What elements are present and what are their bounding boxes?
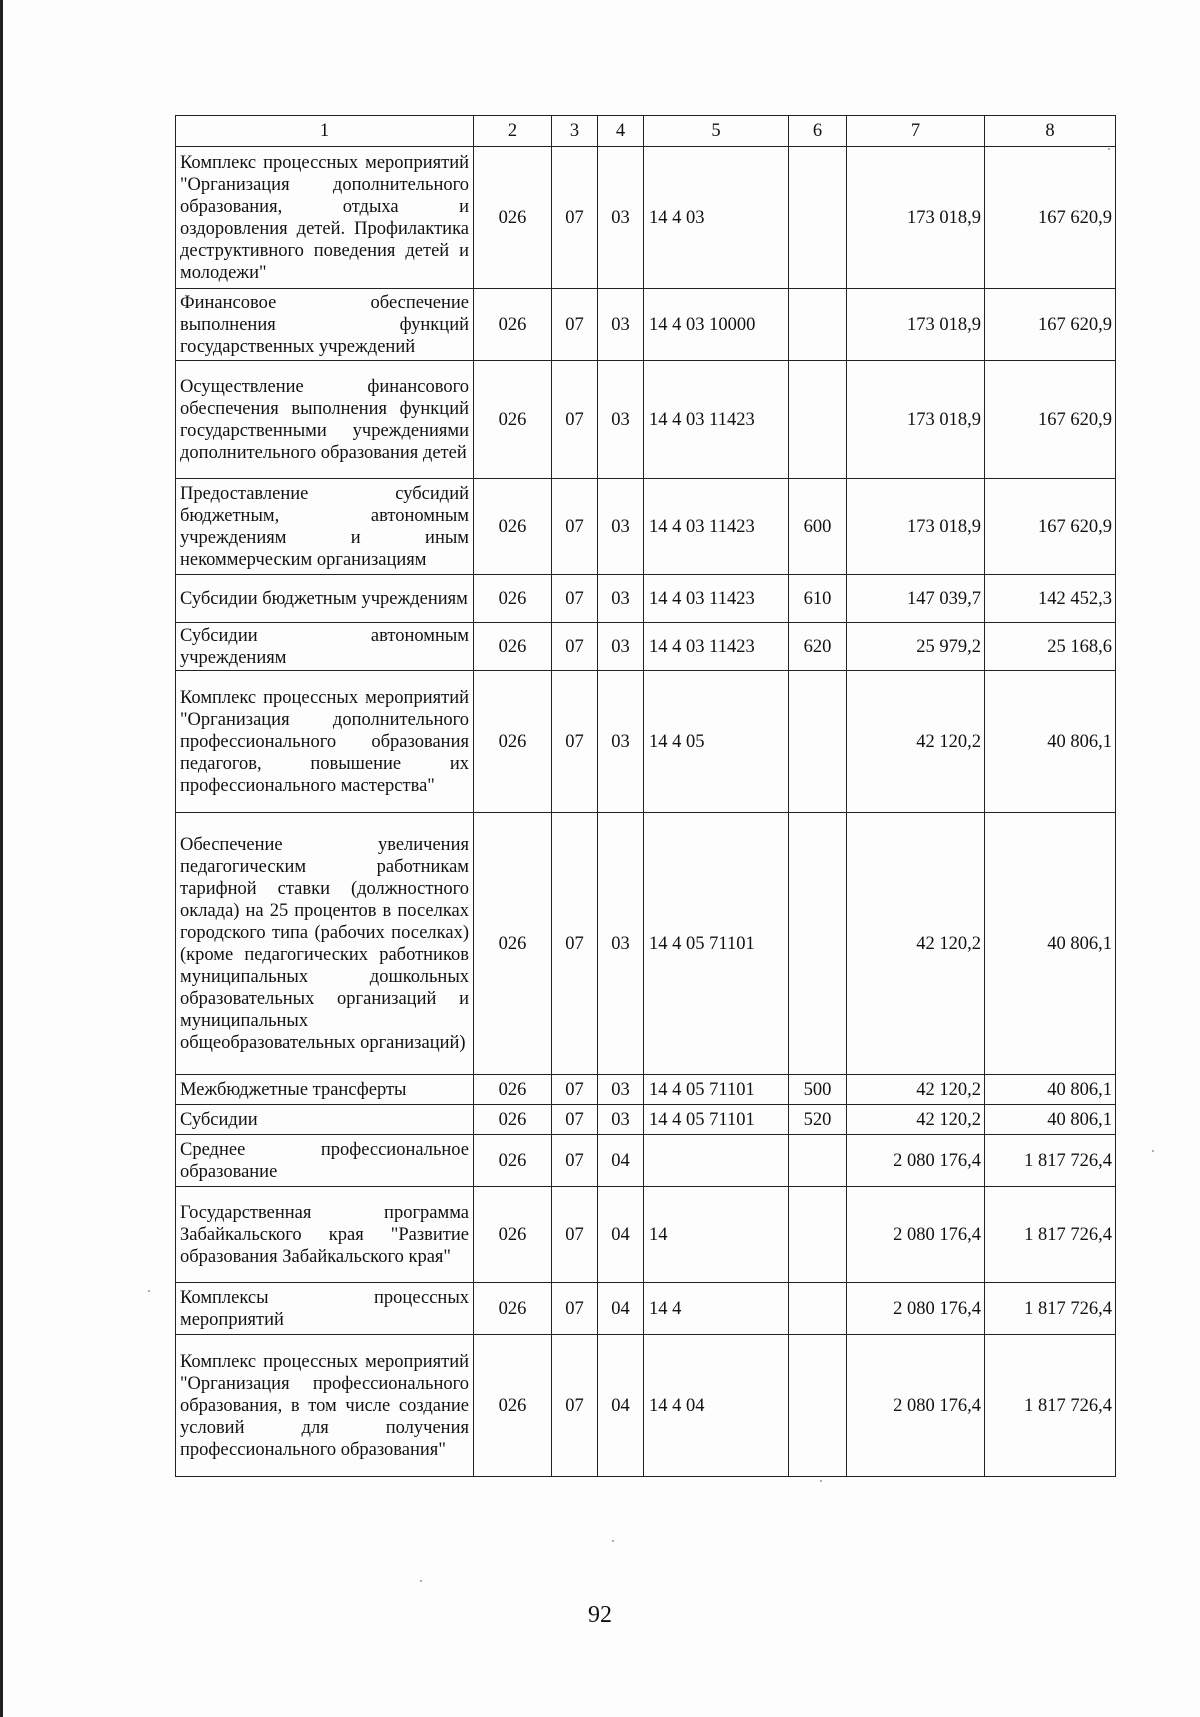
- section-cell: 07: [552, 623, 598, 671]
- expense-type-cell: 500: [789, 1075, 847, 1105]
- table-row: [176, 147, 1116, 289]
- row-name-cell: Межбюджетные трансферты: [176, 1075, 474, 1105]
- table-row: [176, 479, 1116, 575]
- target-article-cell: 14 4 03 11423: [644, 479, 789, 575]
- row-name-cell: Обеспечение увеличения педагогическим работникам тарифной ставки (должностного оклада) на 25 процентов в поселках городского типа (рабочих поселках) (кроме педагогических работников муниципальных дошкольных образовательных организаций и муниципальных общеобразовательных организаций): [176, 813, 474, 1075]
- amount-year2-cell: 1 817 726,4: [985, 1335, 1116, 1477]
- amount-year2-cell: 167 620,9: [985, 147, 1116, 289]
- ministry-code-cell: 026: [474, 1135, 552, 1187]
- expense-type-cell: [789, 1335, 847, 1477]
- expense-type-cell: [789, 361, 847, 479]
- amount-year1-cell: 2 080 176,4: [847, 1135, 985, 1187]
- table-row: [176, 289, 1116, 361]
- target-article-cell: 14 4 03 11423: [644, 575, 789, 623]
- table-header-row: [176, 116, 1116, 147]
- row-name-cell: Комплексы процессных мероприятий: [176, 1283, 474, 1335]
- section-cell: 07: [552, 289, 598, 361]
- header-cell-6: 6: [789, 116, 847, 147]
- target-article-cell: [644, 1135, 789, 1187]
- expense-type-cell: 520: [789, 1105, 847, 1135]
- table-row: [176, 1135, 1116, 1187]
- subsection-cell: 03: [598, 289, 644, 361]
- section-cell: 07: [552, 1335, 598, 1477]
- amount-year2-cell: 40 806,1: [985, 1075, 1116, 1105]
- target-article-cell: 14 4 05 71101: [644, 1105, 789, 1135]
- row-name-cell: Субсидии: [176, 1105, 474, 1135]
- ministry-code-cell: 026: [474, 671, 552, 813]
- target-article-cell: 14 4 03: [644, 147, 789, 289]
- subsection-cell: 04: [598, 1283, 644, 1335]
- page-number: 92: [588, 1602, 612, 1628]
- expense-type-cell: [789, 671, 847, 813]
- target-article-cell: 14 4 05 71101: [644, 813, 789, 1075]
- ministry-code-cell: 026: [474, 813, 552, 1075]
- amount-year2-cell: 40 806,1: [985, 1105, 1116, 1135]
- section-cell: 07: [552, 1283, 598, 1335]
- table-row: [176, 1075, 1116, 1105]
- subsection-cell: 04: [598, 1335, 644, 1477]
- subsection-cell: 03: [598, 1075, 644, 1105]
- row-name-cell: Комплекс процессных мероприятий "Организация дополнительного образования, отдыха и оздоровления детей. Профилактика деструктивного поведения детей и молодежи": [176, 147, 474, 289]
- row-name-cell: Субсидии автономным учреждениям: [176, 623, 474, 671]
- section-cell: 07: [552, 361, 598, 479]
- target-article-cell: 14 4 05: [644, 671, 789, 813]
- subsection-cell: 03: [598, 479, 644, 575]
- expense-type-cell: [789, 1187, 847, 1283]
- amount-year2-cell: 167 620,9: [985, 479, 1116, 575]
- scan-speck: [1152, 1150, 1154, 1152]
- header-cell-1: 1: [176, 116, 474, 147]
- row-name-cell: Среднее профессиональное образование: [176, 1135, 474, 1187]
- ministry-code-cell: 026: [474, 575, 552, 623]
- scan-speck: [612, 1540, 614, 1542]
- table-row: [176, 1105, 1116, 1135]
- subsection-cell: 03: [598, 813, 644, 1075]
- amount-year1-cell: 173 018,9: [847, 147, 985, 289]
- amount-year2-cell: 1 817 726,4: [985, 1135, 1116, 1187]
- amount-year1-cell: 173 018,9: [847, 479, 985, 575]
- table-row: [176, 1187, 1116, 1283]
- expense-type-cell: 610: [789, 575, 847, 623]
- scan-speck: [148, 1290, 150, 1292]
- table-row: [176, 813, 1116, 1075]
- amount-year2-cell: 40 806,1: [985, 813, 1116, 1075]
- amount-year1-cell: 2 080 176,4: [847, 1335, 985, 1477]
- table-row: [176, 623, 1116, 671]
- target-article-cell: 14 4 03 11423: [644, 361, 789, 479]
- section-cell: 07: [552, 1187, 598, 1283]
- header-cell-4: 4: [598, 116, 644, 147]
- row-name-cell: Комплекс процессных мероприятий "Организация профессионального образования, в том числе создание условий для получения профессионального образования": [176, 1335, 474, 1477]
- subsection-cell: 04: [598, 1135, 644, 1187]
- header-cell-7: 7: [847, 116, 985, 147]
- expense-type-cell: [789, 147, 847, 289]
- amount-year2-cell: 167 620,9: [985, 361, 1116, 479]
- subsection-cell: 03: [598, 671, 644, 813]
- subsection-cell: 03: [598, 1105, 644, 1135]
- amount-year2-cell: 25 168,6: [985, 623, 1116, 671]
- amount-year1-cell: 147 039,7: [847, 575, 985, 623]
- header-cell-3: 3: [552, 116, 598, 147]
- table-row: [176, 575, 1116, 623]
- subsection-cell: 03: [598, 623, 644, 671]
- amount-year2-cell: 40 806,1: [985, 671, 1116, 813]
- row-name-cell: Финансовое обеспечение выполнения функций государственных учреждений: [176, 289, 474, 361]
- amount-year1-cell: 42 120,2: [847, 1105, 985, 1135]
- subsection-cell: 04: [598, 1187, 644, 1283]
- section-cell: 07: [552, 479, 598, 575]
- table-row: [176, 361, 1116, 479]
- ministry-code-cell: 026: [474, 623, 552, 671]
- amount-year1-cell: 2 080 176,4: [847, 1187, 985, 1283]
- expense-type-cell: [789, 1135, 847, 1187]
- section-cell: 07: [552, 671, 598, 813]
- scan-speck: [1108, 148, 1110, 150]
- amount-year2-cell: 167 620,9: [985, 289, 1116, 361]
- ministry-code-cell: 026: [474, 1283, 552, 1335]
- table-body: [176, 116, 1116, 1477]
- row-name-cell: Комплекс процессных мероприятий "Организация дополнительного профессионального образования педагогов, повышение их профессионального мастерства": [176, 671, 474, 813]
- ministry-code-cell: 026: [474, 289, 552, 361]
- expense-type-cell: 620: [789, 623, 847, 671]
- row-name-cell: Субсидии бюджетным учреждениям: [176, 575, 474, 623]
- header-cell-5: 5: [644, 116, 789, 147]
- section-cell: 07: [552, 1075, 598, 1105]
- ministry-code-cell: 026: [474, 1187, 552, 1283]
- section-cell: 07: [552, 813, 598, 1075]
- section-cell: 07: [552, 575, 598, 623]
- section-cell: 07: [552, 1105, 598, 1135]
- expense-type-cell: 600: [789, 479, 847, 575]
- amount-year2-cell: 1 817 726,4: [985, 1187, 1116, 1283]
- budget-table: [175, 115, 1116, 1477]
- amount-year1-cell: 173 018,9: [847, 289, 985, 361]
- target-article-cell: 14 4 03 11423: [644, 623, 789, 671]
- scan-edge: [0, 0, 3, 1717]
- scan-speck: [420, 1580, 422, 1582]
- target-article-cell: 14: [644, 1187, 789, 1283]
- amount-year2-cell: 142 452,3: [985, 575, 1116, 623]
- subsection-cell: 03: [598, 361, 644, 479]
- ministry-code-cell: 026: [474, 1075, 552, 1105]
- section-cell: 07: [552, 147, 598, 289]
- ministry-code-cell: 026: [474, 147, 552, 289]
- target-article-cell: 14 4: [644, 1283, 789, 1335]
- ministry-code-cell: 026: [474, 1335, 552, 1477]
- table-row: [176, 1283, 1116, 1335]
- amount-year1-cell: 42 120,2: [847, 813, 985, 1075]
- row-name-cell: Предоставление субсидий бюджетным, автономным учреждениям и иным некоммерческим организациям: [176, 479, 474, 575]
- amount-year1-cell: 2 080 176,4: [847, 1283, 985, 1335]
- header-cell-8: 8: [985, 116, 1116, 147]
- section-cell: 07: [552, 1135, 598, 1187]
- amount-year2-cell: 1 817 726,4: [985, 1283, 1116, 1335]
- subsection-cell: 03: [598, 575, 644, 623]
- amount-year1-cell: 42 120,2: [847, 1075, 985, 1105]
- scan-speck: [820, 1480, 822, 1482]
- expense-type-cell: [789, 289, 847, 361]
- ministry-code-cell: 026: [474, 361, 552, 479]
- expense-type-cell: [789, 813, 847, 1075]
- row-name-cell: Осуществление финансового обеспечения выполнения функций государственными учреждениями дополнительного образования детей: [176, 361, 474, 479]
- table-row: [176, 671, 1116, 813]
- table-row: [176, 1335, 1116, 1477]
- amount-year1-cell: 42 120,2: [847, 671, 985, 813]
- target-article-cell: 14 4 04: [644, 1335, 789, 1477]
- subsection-cell: 03: [598, 147, 644, 289]
- target-article-cell: 14 4 03 10000: [644, 289, 789, 361]
- amount-year1-cell: 173 018,9: [847, 361, 985, 479]
- row-name-cell: Государственная программа Забайкальского края "Развитие образования Забайкальского края": [176, 1187, 474, 1283]
- expense-type-cell: [789, 1283, 847, 1335]
- amount-year1-cell: 25 979,2: [847, 623, 985, 671]
- ministry-code-cell: 026: [474, 479, 552, 575]
- target-article-cell: 14 4 05 71101: [644, 1075, 789, 1105]
- header-cell-2: 2: [474, 116, 552, 147]
- ministry-code-cell: 026: [474, 1105, 552, 1135]
